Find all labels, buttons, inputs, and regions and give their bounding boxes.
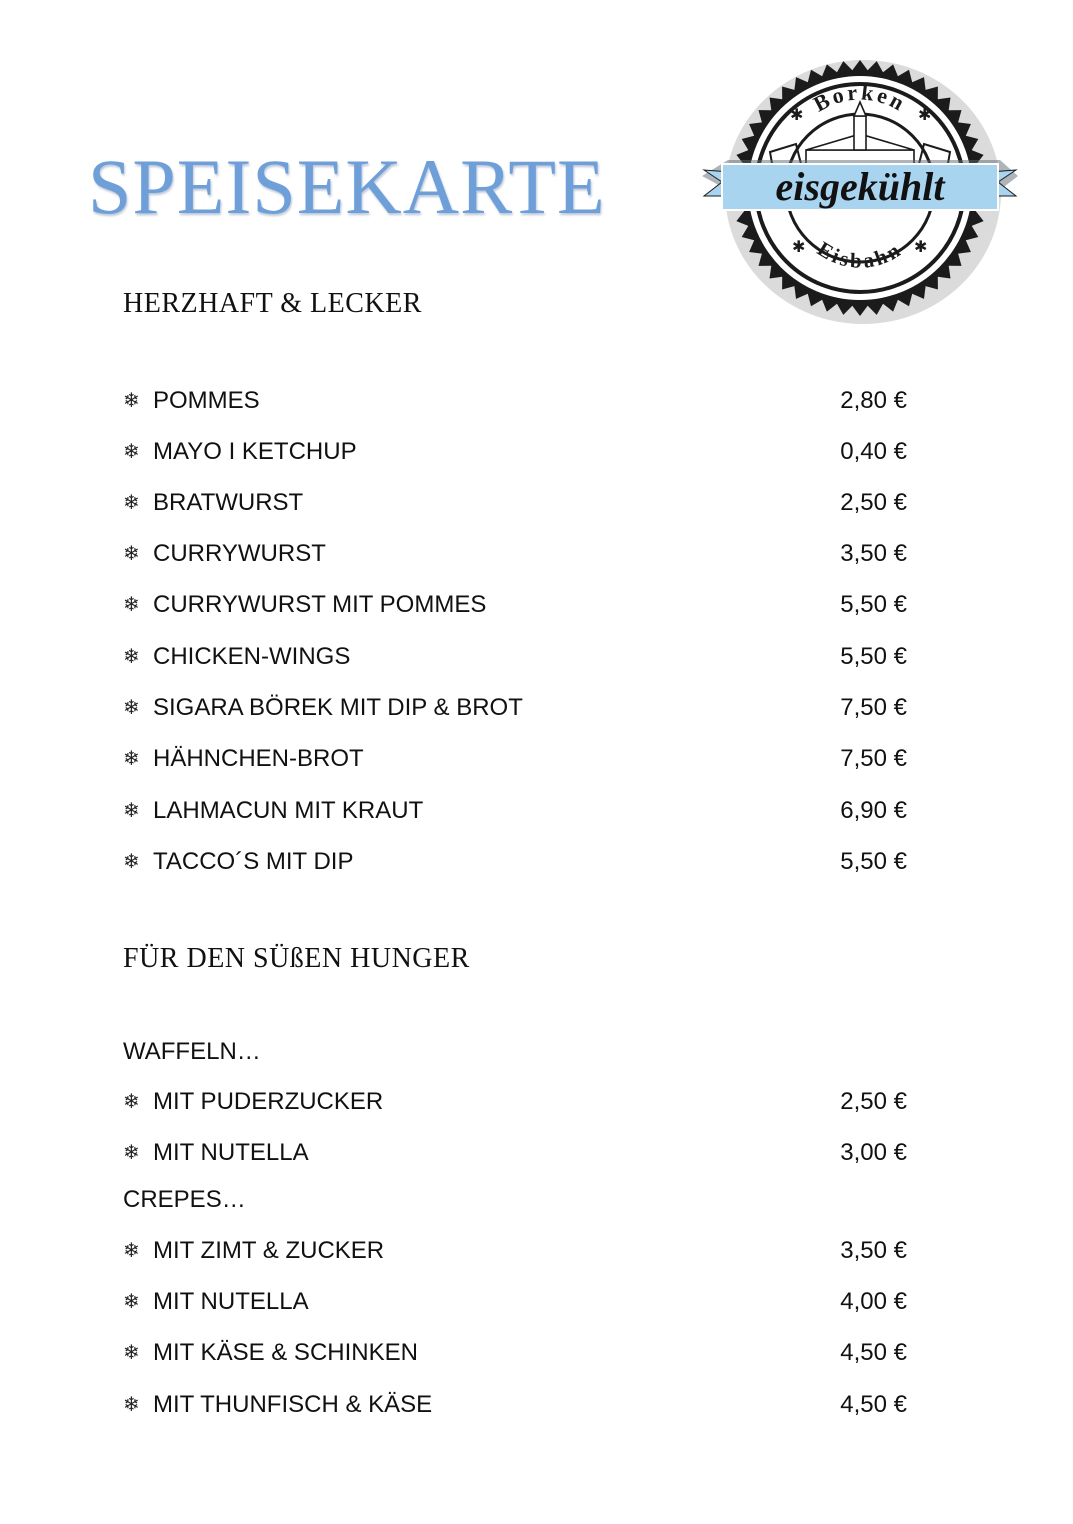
snowflake-icon: ❄ <box>123 748 140 770</box>
menu-item <box>123 642 907 672</box>
menu-item-price: 3,50 € <box>840 1237 907 1264</box>
menu-item <box>123 437 907 467</box>
snowflake-icon: ❄ <box>123 800 140 822</box>
star-icon: ✱ <box>790 107 804 124</box>
menu-item-name: MIT NUTELLA <box>153 1288 309 1315</box>
menu-item-price: 2,80 € <box>840 387 907 414</box>
menu-item <box>123 1338 907 1368</box>
menu-item <box>123 1287 907 1317</box>
logo-eisgekuehlt-borken <box>700 40 1020 330</box>
menu-item <box>123 847 907 877</box>
menu-item-price: 0,40 € <box>840 438 907 465</box>
menu-item <box>123 590 907 620</box>
menu-item <box>123 796 907 826</box>
menu-item-price: 7,50 € <box>840 694 907 721</box>
menu-item-name: MIT ZIMT & ZUCKER <box>153 1237 385 1264</box>
menu-item-name: CURRYWURST <box>153 540 326 567</box>
menu-item-name: CHICKEN-WINGS <box>153 643 351 670</box>
snowflake-icon: ❄ <box>123 441 140 463</box>
snowflake-icon: ❄ <box>123 390 140 412</box>
menu-item-name: MAYO I KETCHUP <box>153 438 357 465</box>
menu-item-price: 5,50 € <box>840 591 907 618</box>
menu-item-price: 2,50 € <box>840 489 907 516</box>
menu-item-price: 3,00 € <box>840 1139 907 1166</box>
snowflake-icon: ❄ <box>123 697 140 719</box>
menu-item <box>123 1138 907 1168</box>
snowflake-icon: ❄ <box>123 1091 140 1113</box>
snowflake-icon: ❄ <box>123 646 140 668</box>
menu-item-price: 5,50 € <box>840 643 907 670</box>
section-title-savory: HERZHAFT & LECKER <box>123 288 422 319</box>
menu-item-name: BRATWURST <box>153 489 304 516</box>
subheading-crepes: CREPES… <box>123 1186 246 1213</box>
menu-item-price: 4,50 € <box>840 1339 907 1366</box>
star-icon: ✱ <box>792 239 806 256</box>
menu-item-name: POMMES <box>153 387 260 414</box>
menu-item-name: TACCO´S MIT DIP <box>153 848 354 875</box>
snowflake-icon: ❄ <box>123 492 140 514</box>
snowflake-icon: ❄ <box>123 1240 140 1262</box>
logo-bottom-text: Eisbahn <box>813 236 907 273</box>
menu-item <box>123 386 907 416</box>
snowflake-icon: ❄ <box>123 1342 140 1364</box>
menu-item <box>123 539 907 569</box>
menu-item <box>123 1087 907 1117</box>
page-title: SPEISEKARTE <box>88 143 606 230</box>
menu-item-name: HÄHNCHEN-BROT <box>153 745 364 772</box>
star-icon: ✱ <box>918 107 932 124</box>
menu-item-name: SIGARA BÖREK MIT DIP & BROT <box>153 694 523 721</box>
section-title-sweet: FÜR DEN SÜßEN HUNGER <box>123 943 470 974</box>
menu-item-name: MIT PUDERZUCKER <box>153 1088 384 1115</box>
snowflake-icon: ❄ <box>123 543 140 565</box>
menu-item-price: 2,50 € <box>840 1088 907 1115</box>
snowflake-icon: ❄ <box>123 851 140 873</box>
logo-banner-text: eisgekühlt <box>775 164 945 209</box>
menu-item <box>123 693 907 723</box>
menu-item-name: LAHMACUN MIT KRAUT <box>153 797 424 824</box>
menu-item-name: MIT KÄSE & SCHINKEN <box>153 1339 418 1366</box>
menu-item <box>123 1236 907 1266</box>
menu-item-price: 6,90 € <box>840 797 907 824</box>
menu-item-price: 4,00 € <box>840 1288 907 1315</box>
snowflake-icon: ❄ <box>123 1291 140 1313</box>
subheading-waffles: WAFFELN… <box>123 1038 261 1065</box>
star-icon: ✱ <box>914 239 928 256</box>
menu-item-price: 4,50 € <box>840 1391 907 1418</box>
menu-item <box>123 744 907 774</box>
menu-item-name: MIT THUNFISCH & KÄSE <box>153 1391 433 1418</box>
menu-item <box>123 488 907 518</box>
menu-item <box>123 1390 907 1420</box>
menu-item-name: CURRYWURST MIT POMMES <box>153 591 487 618</box>
snowflake-icon: ❄ <box>123 594 140 616</box>
snowflake-icon: ❄ <box>123 1142 140 1164</box>
menu-item-name: MIT NUTELLA <box>153 1139 309 1166</box>
logo-top-text: Borken <box>809 79 912 117</box>
menu-item-price: 5,50 € <box>840 848 907 875</box>
menu-item-price: 3,50 € <box>840 540 907 567</box>
snowflake-icon: ❄ <box>123 1394 140 1416</box>
menu-item-price: 7,50 € <box>840 745 907 772</box>
